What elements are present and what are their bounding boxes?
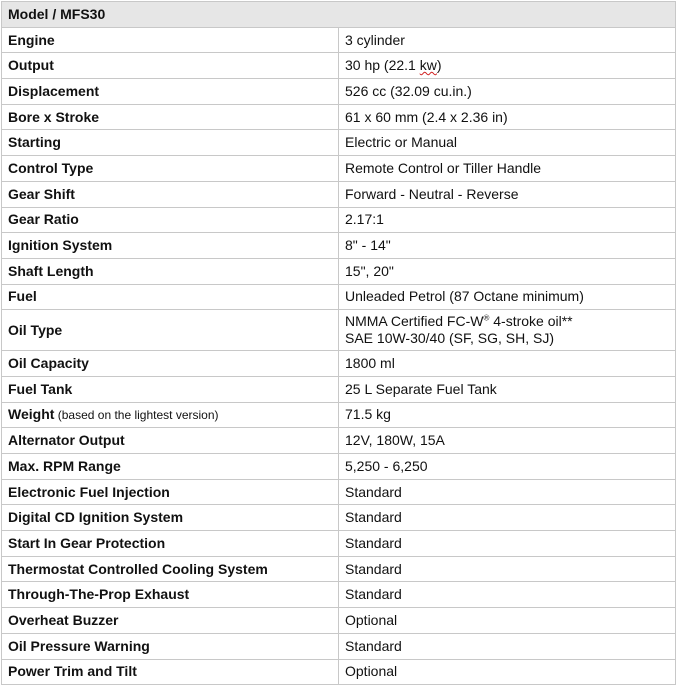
table-row (2, 130, 676, 156)
oil-type-stroke: 4-stroke oil** (489, 313, 573, 330)
row-value: 5,250 - 6,250 (339, 454, 676, 480)
table-row (2, 479, 676, 505)
row-value: Standard (339, 582, 676, 608)
row-label: Control Type (2, 156, 339, 182)
table-row (2, 376, 676, 402)
row-value: Standard (339, 633, 676, 659)
oil-type-line-2: SAE 10W-30/40 (SF, SG, SH, SJ) (345, 330, 555, 347)
model-header: Model / MFS30 (2, 2, 676, 28)
weight-label: Weight (8, 405, 55, 422)
row-label: Max. RPM Range (2, 454, 339, 480)
row-value: 3 cylinder (339, 27, 676, 53)
table-row (2, 233, 676, 259)
table-row (2, 608, 676, 634)
table-row (2, 505, 676, 531)
row-value: 2.17:1 (339, 207, 676, 233)
row-value: Standard (339, 479, 676, 505)
row-label: Starting (2, 130, 339, 156)
row-label: Digital CD Ignition System (2, 505, 339, 531)
output-value-unit: kw (419, 57, 437, 74)
row-label: Oil Pressure Warning (2, 633, 339, 659)
row-value: 12V, 180W, 15A (339, 428, 676, 454)
table-row (2, 633, 676, 659)
row-label: Gear Shift (2, 181, 339, 207)
table-row (2, 156, 676, 182)
row-value: Standard (339, 531, 676, 557)
row-value: 15", 20" (339, 258, 676, 284)
row-value: 25 L Separate Fuel Tank (339, 376, 676, 402)
table-row (2, 310, 676, 351)
table-row (2, 531, 676, 557)
row-label: Bore x Stroke (2, 104, 339, 130)
table-row (2, 258, 676, 284)
row-label (2, 402, 339, 428)
table-row (2, 53, 676, 79)
row-value: Optional (339, 659, 676, 685)
row-label: Oil Capacity (2, 351, 339, 377)
row-label: Start In Gear Protection (2, 531, 339, 557)
oil-type-line-1 (345, 313, 669, 330)
table-row (2, 79, 676, 105)
row-label: Shaft Length (2, 258, 339, 284)
table-row (2, 556, 676, 582)
table-row (2, 582, 676, 608)
row-value: Unleaded Petrol (87 Octane minimum) (339, 284, 676, 310)
row-label: Fuel Tank (2, 376, 339, 402)
row-value: Remote Control or Tiller Handle (339, 156, 676, 182)
table-row (2, 104, 676, 130)
spec-table (1, 1, 676, 685)
row-label: Oil Type (2, 310, 339, 351)
row-label: Fuel (2, 284, 339, 310)
row-value (339, 310, 676, 351)
table-row (2, 181, 676, 207)
table-row (2, 351, 676, 377)
row-value: 71.5 kg (339, 402, 676, 428)
row-label: Thermostat Controlled Cooling System (2, 556, 339, 582)
oil-type-certification: NMMA Certified FC-W (345, 313, 484, 330)
output-value-main: 30 hp (22.1 (345, 57, 420, 74)
row-label: Displacement (2, 79, 339, 105)
row-value: Standard (339, 556, 676, 582)
row-value: 526 cc (32.09 cu.in.) (339, 79, 676, 105)
row-value (339, 53, 676, 79)
row-label: Ignition System (2, 233, 339, 259)
output-value-close: ) (436, 57, 442, 74)
row-value: 1800 ml (339, 351, 676, 377)
row-label: Electronic Fuel Injection (2, 479, 339, 505)
row-label: Through-The-Prop Exhaust (2, 582, 339, 608)
row-label: Engine (2, 27, 339, 53)
row-label: Power Trim and Tilt (2, 659, 339, 685)
table-row (2, 428, 676, 454)
row-value: Standard (339, 505, 676, 531)
table-header-row (2, 2, 676, 28)
row-label: Gear Ratio (2, 207, 339, 233)
row-label: Alternator Output (2, 428, 339, 454)
row-value: Optional (339, 608, 676, 634)
row-value: Forward - Neutral - Reverse (339, 181, 676, 207)
table-row (2, 402, 676, 428)
row-value: Electric or Manual (339, 130, 676, 156)
row-label: Overheat Buzzer (2, 608, 339, 634)
row-value: 61 x 60 mm (2.4 x 2.36 in) (339, 104, 676, 130)
row-label: Output (2, 53, 339, 79)
row-value: 8" - 14" (339, 233, 676, 259)
table-row (2, 207, 676, 233)
table-row (2, 659, 676, 685)
registered-mark: ® (483, 313, 490, 323)
table-row (2, 454, 676, 480)
table-row (2, 284, 676, 310)
weight-note: (based on the lightest version) (54, 407, 219, 422)
table-row (2, 27, 676, 53)
